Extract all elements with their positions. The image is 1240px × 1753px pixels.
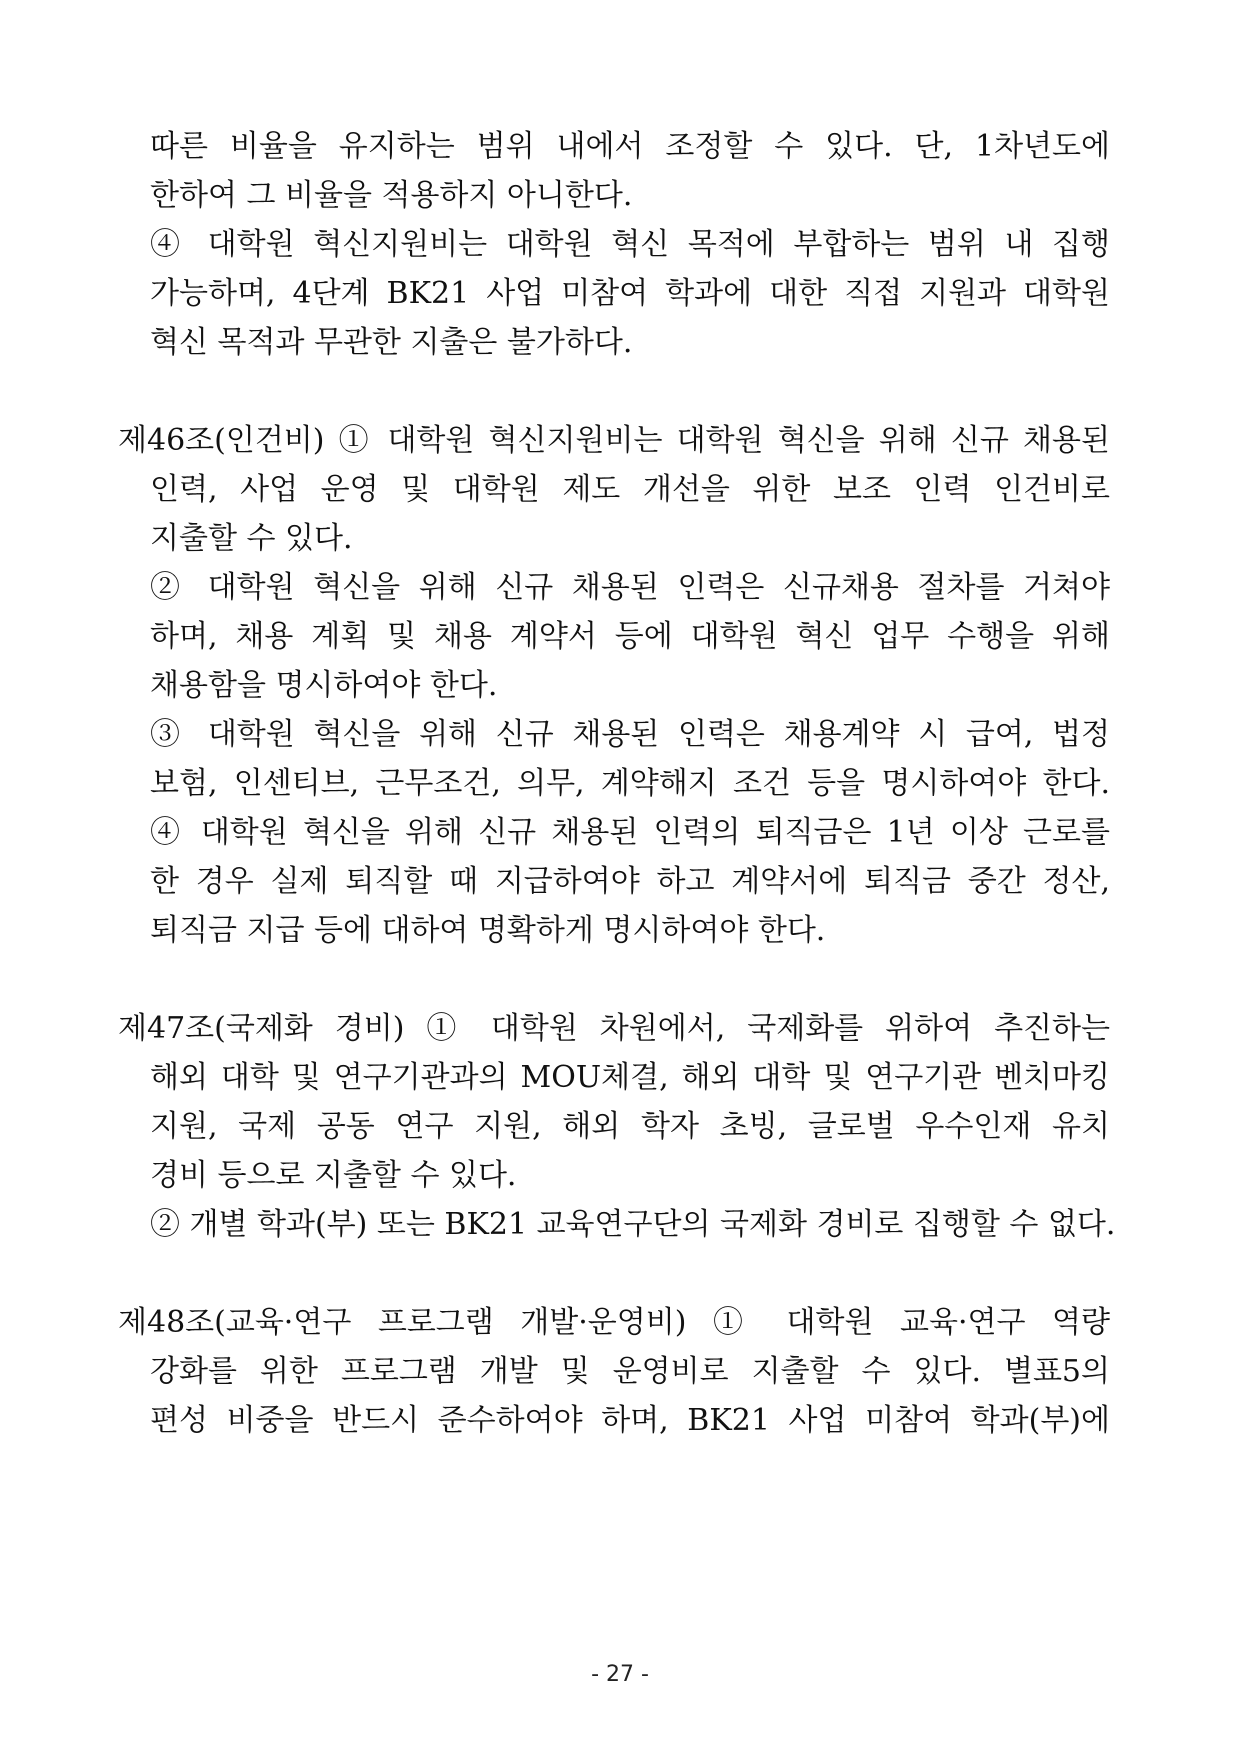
text-line: ④ 대학원 혁신을 위해 신규 채용된 인력의 퇴직금은 1년 이상 근로를: [150, 815, 1110, 850]
text-line: 한하여 그 비율을 적용하지 아니한다.: [150, 178, 633, 213]
text-line: 편성 비중을 반드시 준수하여야 하며, BK21 사업 미참여 학과(부)에: [150, 1403, 1110, 1438]
text-line: 혁신 목적과 무관한 지출은 불가하다.: [150, 325, 633, 360]
text-line: 경비 등으로 지출할 수 있다.: [150, 1158, 517, 1193]
article-heading-line: 제47조(국제화 경비) ① 대학원 차원에서, 국제화를 위하여 추진하는: [118, 1011, 1110, 1046]
text-line: 지출할 수 있다.: [150, 521, 353, 556]
text-line: 채용함을 명시하여야 한다.: [150, 668, 498, 703]
text-line: 따른 비율을 유지하는 범위 내에서 조정할 수 있다. 단, 1차년도에: [150, 129, 1110, 164]
text-line: 지원, 국제 공동 연구 지원, 해외 학자 초빙, 글로벌 우수인재 유치: [150, 1109, 1110, 1144]
text-line: 인력, 사업 운영 및 대학원 제도 개선을 위한 보조 인력 인건비로: [150, 472, 1110, 507]
text-line: ② 개별 학과(부) 또는 BK21 교육연구단의 국제화 경비로 집행할 수 없다.: [150, 1207, 1116, 1242]
text-line: 하며, 채용 계획 및 채용 계약서 등에 대학원 혁신 업무 수행을 위해: [150, 619, 1110, 654]
text-line: ④ 대학원 혁신지원비는 대학원 혁신 목적에 부합하는 범위 내 집행: [150, 227, 1110, 262]
text-line: 해외 대학 및 연구기관과의 MOU체결, 해외 대학 및 연구기관 벤치마킹: [150, 1060, 1110, 1095]
text-line: 한 경우 실제 퇴직할 때 지급하여야 하고 계약서에 퇴직금 중간 정산,: [150, 864, 1110, 899]
text-line: 가능하며, 4단계 BK21 사업 미참여 학과에 대한 직접 지원과 대학원: [150, 276, 1110, 311]
article-heading-line: 제48조(교육·연구 프로그램 개발·운영비) ① 대학원 교육·연구 역량: [118, 1305, 1110, 1340]
page-number: - 27 -: [591, 1662, 649, 1687]
text-line: 보험, 인센티브, 근무조건, 의무, 계약해지 조건 등을 명시하여야 한다.: [150, 766, 1110, 801]
text-line: 퇴직금 지급 등에 대하여 명확하게 명시하여야 한다.: [150, 913, 826, 948]
article-heading-line: 제46조(인건비) ① 대학원 혁신지원비는 대학원 혁신을 위해 신규 채용된: [118, 423, 1110, 458]
text-line: ③ 대학원 혁신을 위해 신규 채용된 인력은 채용계약 시 급여, 법정: [150, 717, 1110, 752]
text-line: 강화를 위한 프로그램 개발 및 운영비로 지출할 수 있다. 별표5의: [150, 1354, 1110, 1389]
text-line: ② 대학원 혁신을 위해 신규 채용된 인력은 신규채용 절차를 거쳐야: [150, 570, 1110, 605]
